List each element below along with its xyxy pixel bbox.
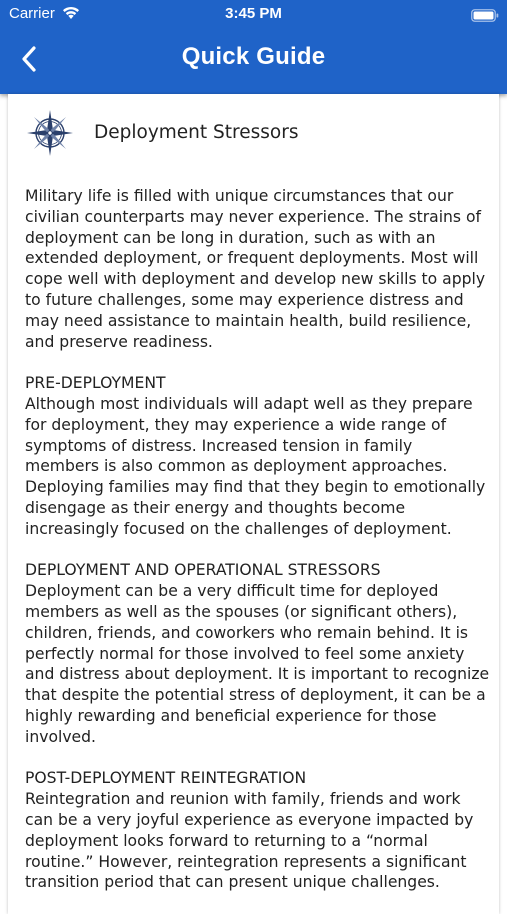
section-post-deployment (25, 768, 490, 893)
section-pre-deployment (25, 373, 490, 539)
guide-text (25, 186, 490, 914)
section-body: Reintegration and reunion with family, friends and work can be a very joyful experience as everyone impacted by deployment looks forward to returning to a “normal routine.” However, reintegration represents a significant transition period that can present unique challenges. (25, 790, 474, 892)
page-title: Quick Guide (181, 43, 326, 70)
section-title: Deployment Stressors (94, 122, 299, 143)
content-card (8, 94, 499, 914)
intro-paragraph: Military life is filled with unique circumstances that our civilian counterparts may never experience. The strains of deployment can be long in duration, such as with an extended deployment, or frequent deployments. Most will cope well with deployment and develop new skills to apply to future challenges, some may experience distress and may need assistance to maintain health, build resilience, and preserve readiness. (25, 187, 486, 351)
section-body: Deployment can be a very difficult time for deployed members as well as the spouses (or significant others), children, friends, and coworkers who remain behind. It is perfectly normal for those involved to feel some anxiety and distress about deployment. It is important to recognize that despite the potential stress of deployment, it can be a highly rewarding and beneficial experience for those involved. (25, 582, 490, 746)
section-heading: DEPLOYMENT AND OPERATIONAL STRESSORS (25, 561, 381, 580)
clock-time: 3:45 PM (225, 5, 282, 22)
navigation-bar (0, 0, 507, 94)
carrier-label: Carrier (9, 5, 55, 22)
battery-icon (471, 7, 499, 26)
section-heading: PRE-DEPLOYMENT (25, 374, 166, 393)
section-body: Although most individuals will adapt well as they prepare for deployment, they may experience a wide range of symptoms of distress. Increased tension in family members is also common as deployment approaches. Deploying families may find that they begin to emotionally disengage as their energy and thoughts become increasingly focused on the challenges of deployment. (25, 394, 486, 538)
section-deployment-stressors (25, 560, 490, 747)
section-heading: POST-DEPLOYMENT REINTEGRATION (25, 769, 307, 788)
compass-logo-icon (25, 108, 75, 158)
